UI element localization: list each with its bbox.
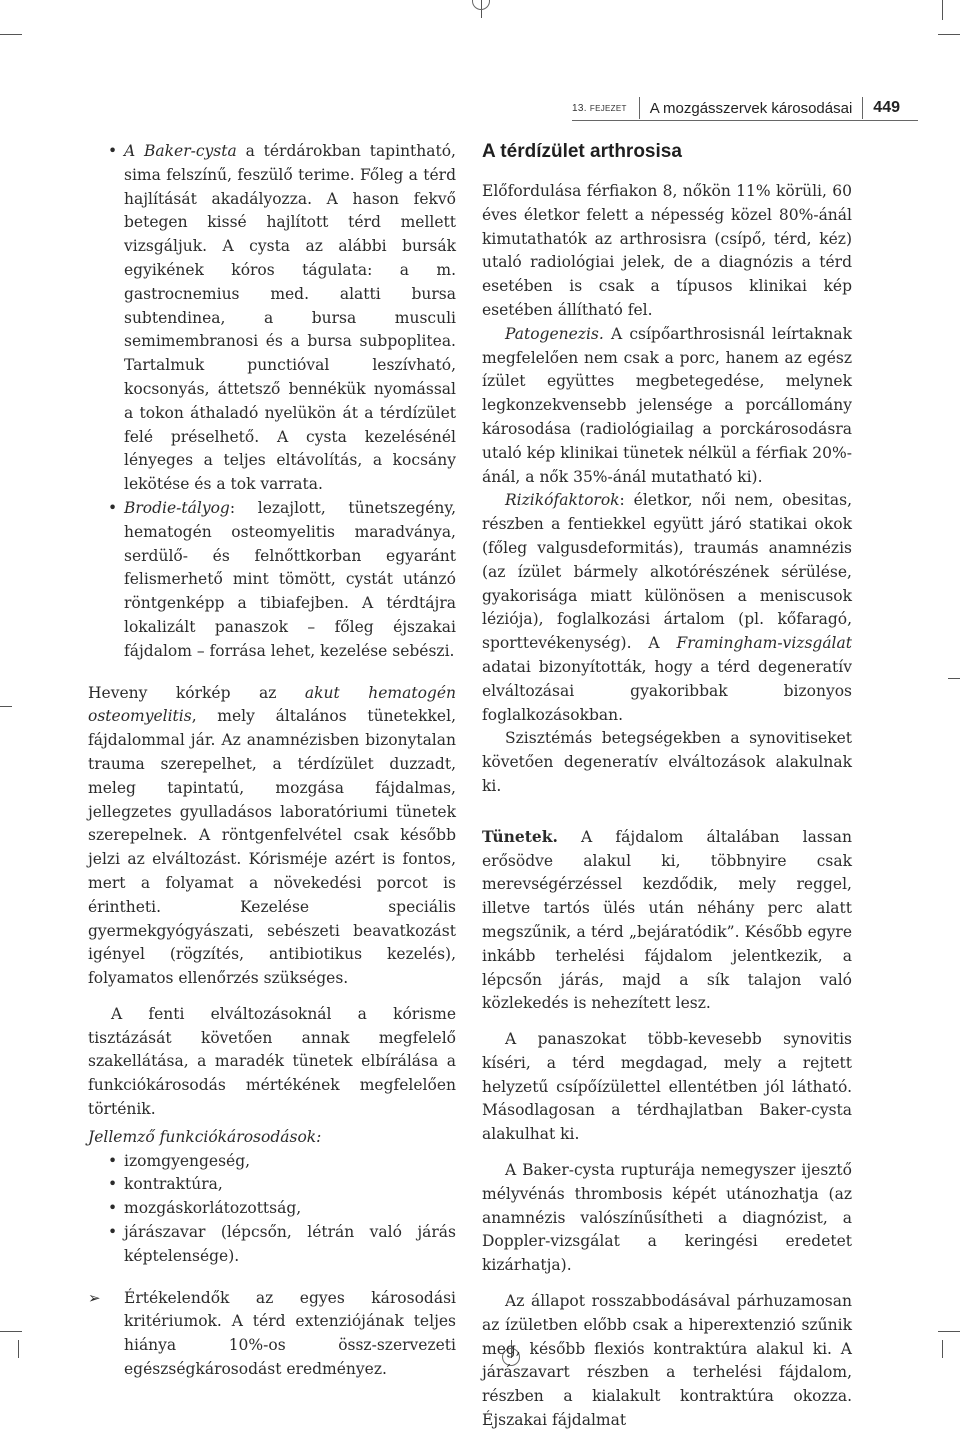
crop-mark-top-left <box>0 34 22 35</box>
list-item: • járászavar (lépcsőn, létrán való járás képtelensége). <box>88 1221 456 1269</box>
paragraph-prevalence: Előfordulása férfiakon 8, nőkön 11% körüli, 60 éves életkor felett a népesség közel 80%-ánál kimutathatók az arthrosisra (csípő, térd, kéz) utaló radiológiai jelek, de a diagnózis a térd esetében is csak a típusos klinikai kép esetében állítható fel. <box>482 182 852 319</box>
crop-mark-right-v <box>942 0 943 20</box>
right-column <box>482 140 852 1433</box>
running-header <box>572 96 918 121</box>
list-item: • kontraktúra, <box>88 1173 456 1197</box>
left-column <box>88 140 456 1382</box>
page-number: 449 <box>873 99 900 116</box>
chapter-label: 13. FEJEZET <box>572 102 627 114</box>
arrow-bullet-icon: ➢ <box>88 1288 101 1307</box>
crop-mark-mid-left <box>0 706 12 707</box>
evaluation-note: ➢ Értékelendők az egyes károsodási kritériumok. A térd extenziójának teljes hiánya 10%-os össz-szervezeti egészségkárosodást eredményez. <box>88 1288 456 1379</box>
paragraph-systemic: Szisztémás betegségekben a synovitiseket követően degeneratív elváltozások alakulnak ki. <box>482 729 852 795</box>
header-divider <box>639 97 640 119</box>
paragraph-osteomyelitis: Heveny kórkép az akut hematogén osteomyelitis, mely általános tünetekkel, fájdalommal jár. Az anamnézisben bizonytalan trauma szerepelhet, a térdízület duzzadt, meleg tapintatú, mozgása fájdalmas, jellegzetes gyulladásos laboratóriumi tünetek szerepelnek. A röntgenfelvétel csak később jelzi az elváltozást. Kórisméje azért is fontos, mert a folyamat a növekedési porcot is érintheti. Kezelése speciális gyermekgyógyászati, sebészeti beavatkozást igényel (rögzítés, antibiotikus kezelés), folyamatos ellenőrzés szükséges. <box>88 683 456 988</box>
bullet-baker-cysta: • A Baker-cysta a térdárokban tapintható, sima felszínű, feszülő terime. Főleg a térd hajlítását akadályozza. A hason fekvő betegen kissé hajlított térd mellett vizsgáljuk. A cysta az alábbi bursák egyikének kóros tágulata: a m. gastrocnemius med. alatti bursa subtendinea, a bursa musculi semimembranosi és a bursa subpoplitea. Tartalmuk punctióval leszívható, kocsonyás, áttetsző bennékük nyomással a tokon áthaladó nyelükön át a térdízület felé préselhető. A cysta kezelésénél lényeges a teljes eltávolítás, a kocsány lekötése és a tok varrata. <box>88 140 456 497</box>
list-item: • mozgáskorlátozottság, <box>88 1197 456 1221</box>
impairment-list <box>88 1150 456 1269</box>
paragraph-symptoms: Tünetek. A fájdalom általában lassan erősödve alakul ki, többnyire csak merevségérzéssel kezdődik, mely reggel, illetve tartós ülés után néhány perc alatt megszűnik, a térd „bejáratódik”. Később egyre inkább terhelési fájdalom jelentkezik, a lépcsőn járás, majd a sík talajon való közlekedés is nehezített lesz. <box>482 826 852 1013</box>
paragraph-synovitis: A panaszokat több-kevesebb synovitis kíséri, a térd megdagad, mely a rejtett helyzetű csípőízülettel ellentétben jól látható. Másodlagosan a térdhajlatban Baker-cysta alakulhat ki. <box>482 1030 852 1144</box>
chapter-title: A mozgásszervek károsodásai <box>649 99 853 117</box>
crop-mark-bottom-right <box>938 1331 960 1332</box>
paragraph-assessment: A fenti elváltozásoknál a kórisme tisztázását követően annak megfelelő szakellátása, a maradék tünetek elbírálása a funkciókárosodás mértékének megfelelően történik. <box>88 1004 456 1119</box>
paragraph-progression: Az állapot rosszabbodásával párhuzamosan az ízületben előbb csak a hiperextenzió szűnik meg, később flexiós kontraktúra alakul ki. A járászavart részben a terhelési fájdalom, részben a kialakult kontraktúra okozza. Éjszakai fájdalmat <box>482 1292 852 1430</box>
paragraph-baker-rupture: A Baker-cysta rupturája nemegyszer ijesztő mélyvénás thrombosis képét utánozhatja (az anamnézis valószínűsítheti a diagnózist, a Doppler-vizsgálat a keringési eredetet kizárhatja). <box>482 1161 852 1275</box>
crop-mark-top-right <box>938 34 960 35</box>
crop-mark-mid-right <box>948 678 960 679</box>
list-heading: Jellemző funkciókárosodások: <box>88 1127 322 1146</box>
registration-circle-top <box>472 0 490 10</box>
paragraph-risk-factors: Rizikófaktorok: életkor, női nem, obesitas, részben a fentiekkel együtt járó statikai okok (főleg valgusdeformitás), traumás anamnézis (az ízület bármely alkotórészének sérülése, gyakorisága miatt különösen a meniscusok léziója), foglalkozási ártalom (pl. kőfaragó, sporttevékenység). A Framingham-vizsgálat adatai bizonyították, hogy a térd degeneratív elváltozásai gyakoribbak bizonyos foglalkozásokban. <box>482 491 852 724</box>
bullet-brodie-abscess: • Brodie-tályog: lezajlott, tünetszegény, hematogén osteomyelitis maradványa, serdülő- és felnőttkorban egyaránt felismerhető mint tömött, cystát utánzó röntgenképp a tibiafejben. A térdtájra lokalizált panaszok – főleg éjszakai fájdalom – forrása lehet, kezelése sebészi. <box>88 497 456 664</box>
crop-mark-bottom-left <box>0 1331 22 1332</box>
crop-mark-bottom-right-v <box>942 1340 943 1358</box>
header-divider-2 <box>862 97 863 119</box>
list-item: • izomgyengeség, <box>88 1150 456 1174</box>
paragraph-pathogenesis: Patogenezis. A csípőarthrosisnál leírtaknak megfelelően nem csak a porc, hanem az egész ízület együttes megbetegedése, melynek legkonzekvensebb jelensége a porcállomány károsodása (radiológiailag a porckárosodásra utaló kép klinikai tünetek nélkül a férfiak 20%-ánál, a nők 35%-ánál mutatható ki). <box>482 324 852 486</box>
crop-mark-bottom-left-v <box>18 1340 19 1358</box>
section-title: A térdízület arthrosisa <box>482 141 682 162</box>
condition-bullet-list <box>88 140 456 664</box>
